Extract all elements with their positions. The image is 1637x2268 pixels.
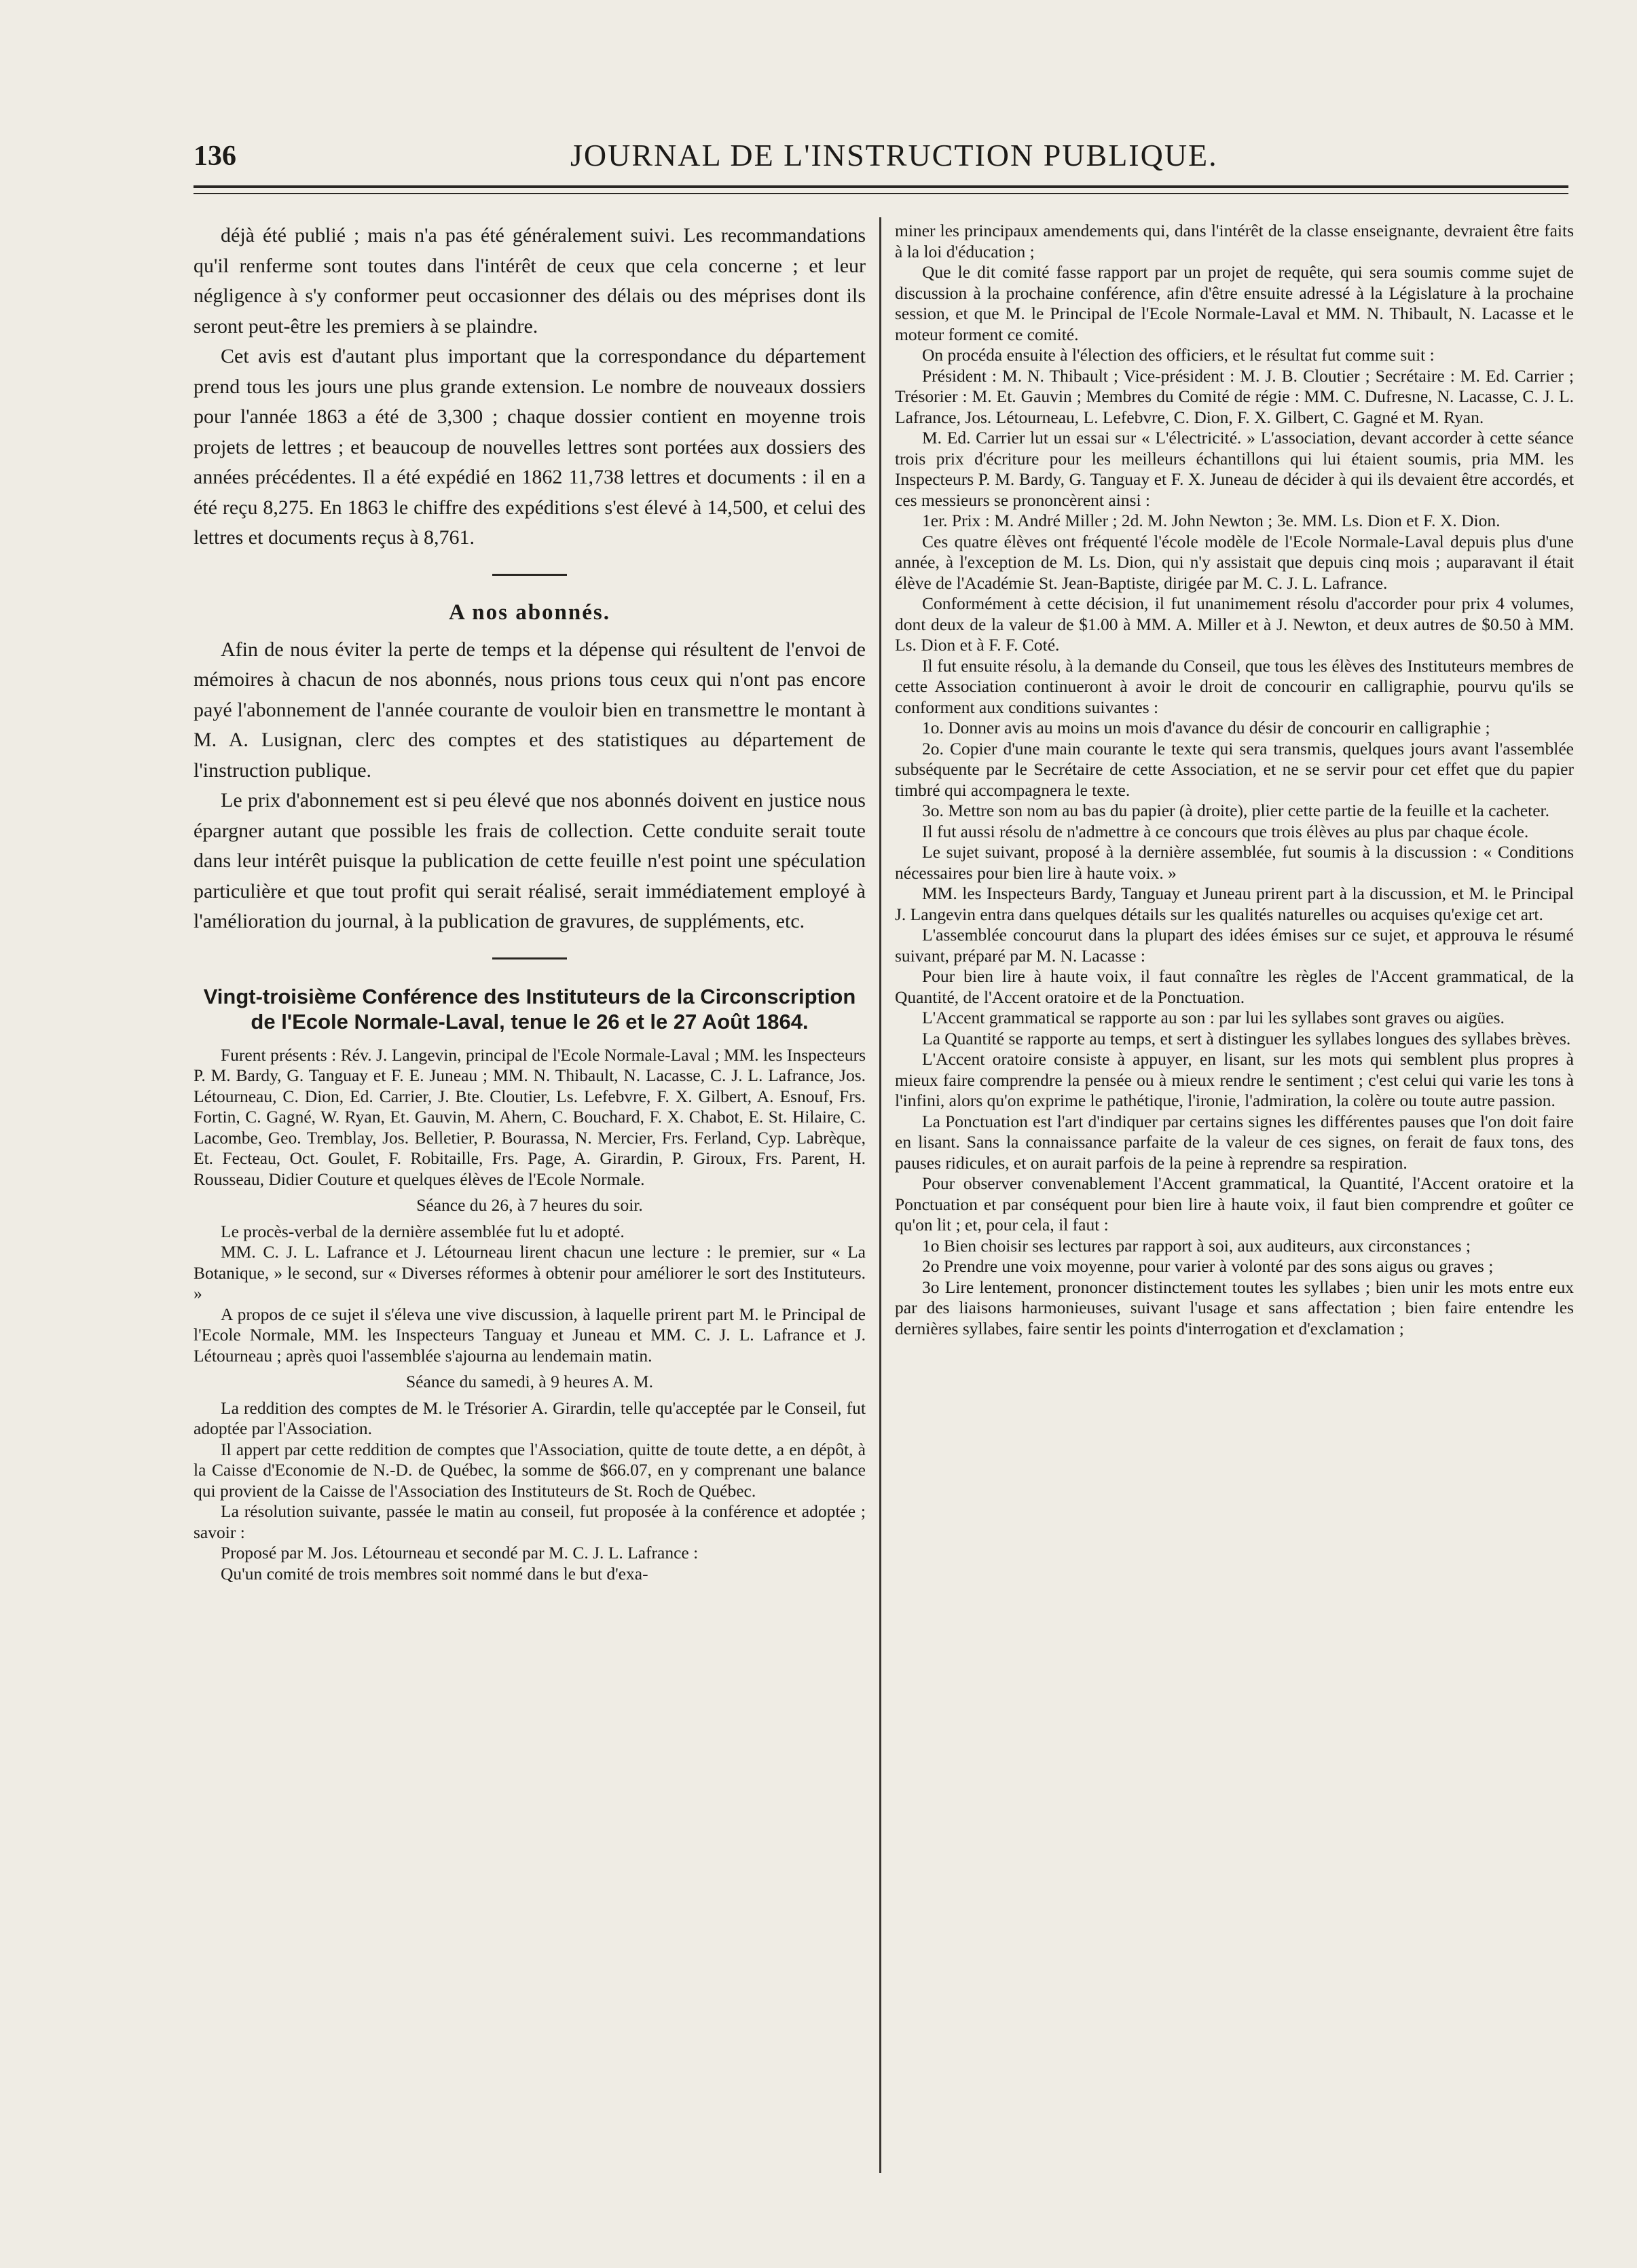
intro-section: [194, 221, 866, 553]
right-paragraph: MM. les Inspecteurs Bardy, Tanguay et Juneau prirent part à la discussion, et M. le Principal J. Langevin entra dans quelques détails sur les qualités naturelles ou acquises qu'exige cet art.: [895, 883, 1574, 924]
right-paragraph: Ces quatre élèves ont fréquenté l'école modèle de l'Ecole Normale-Laval depuis plus d'une année, à l'exception de M. Ls. Dion, qui n'y assistait que depuis cinq mois ; auparavant il était élève de l'Académie St. Jean-Baptiste, dirigée par M. C. J. L. Lafrance.: [895, 531, 1574, 593]
seance-paragraph: La reddition des comptes de M. le Trésorier A. Girardin, telle qu'acceptée par le Conseil, fut adoptée par l'Association.: [194, 1397, 866, 1438]
right-paragraph: On procéda ensuite à l'élection des officiers, et le résultat fut comme suit :: [922, 345, 1435, 365]
seance-paragraph: MM. C. J. L. Lafrance et J. Létourneau lirent chacun une lecture : le premier, sur « La Botanique, » le second, sur « Diverses réformes à obtenir pour améliorer le sort des Instituteurs. »: [194, 1242, 866, 1303]
right-paragraph: 3o. Mettre son nom au bas du papier (à droite), plier cette partie de la feuille et la cacheter.: [922, 801, 1549, 820]
right-paragraph: M. Ed. Carrier lut un essai sur « L'électricité. » L'association, devant accorder à cette séance trois prix d'écriture pour les meilleurs échantillons qui lui étaient soumis, pria MM. les Inspecteurs P. M. Bardy, G. Tanguay et F. X. Juneau de décider à qui ils devaient être accordés, et ces messieurs se prononcèrent ainsi :: [895, 428, 1574, 510]
page-number: 136: [194, 141, 236, 172]
conference-section: [194, 984, 866, 1585]
right-paragraph: 1er. Prix : M. André Miller ; 2d. M. John Newton ; 3e. MM. Ls. Dion et F. X. Dion.: [922, 511, 1501, 530]
right-paragraph: Il fut aussi résolu de n'admettre à ce concours que trois élèves au plus par chaque école.: [922, 821, 1529, 841]
right-paragraph: La Quantité se rapporte au temps, et sert à distinguer les syllabes longues des syllabes brèves.: [922, 1028, 1571, 1048]
seance-paragraph: Il appert par cette reddition de comptes que l'Association, quitte de toute dette, a en dépôt, à la Caisse d'Economie de N.-D. de Québec, la somme de $66.07, en y comprenant une balance qui provient de la Caisse de l'Association des Instituteurs de St. Roch de Québec.: [194, 1439, 866, 1501]
right-paragraph: L'assemblée concourut dans la plupart des idées émises sur ce sujet, et approuva le résumé suivant, préparé par M. N. Lacasse :: [895, 925, 1574, 966]
presents-paragraph: Furent présents : Rév. J. Langevin, principal de l'Ecole Normale-Laval ; MM. les Inspecteurs P. M. Bardy, G. Tanguay et F. E. Juneau ; MM. N. Thibault, N. Lacasse, C. J. L. Lafrance, Jos. Létourneau, C. Dion, Ed. Carrier, J. Bte. Cloutier, Ls. Lefebvre, F. X. Gilbert, A. Esnouf, Frs. Fortin, C. Gagné, W. Ryan, Et. Gauvin, M. Ahern, C. Bouchard, F. X. Chabot, E. St. Hilaire, C. Lacombe, Geo. Tremblay, Jos. Belletier, P. Bourassa, N. Mercier, Frs. Ferland, Cyp. Labrèque, Et. Fecteau, Oct. Goulet, F. Robitaille, Frs. Page, A. Girardin, P. Giroux, Frs. Parent, H. Rousseau, Didier Couture et quelques élèves de l'Ecole Normale.: [194, 1044, 866, 1189]
right-paragraph: Il fut ensuite résolu, à la demande du Conseil, que tous les élèves des Instituteurs membres de cette Association continueront à avoir le droit de concourir en calligraphie, pourvu qu'ils se conforment aux conditions suivantes :: [895, 655, 1574, 717]
section-divider: [492, 574, 567, 576]
right-paragraph: L'Accent grammatical se rapporte au son : par lui les syllabes sont graves ou aigües.: [922, 1008, 1505, 1027]
seance-heading: Séance du 26, à 7 heures du soir.: [416, 1195, 643, 1215]
right-paragraph: Président : M. N. Thibault ; Vice-président : M. J. B. Cloutier ; Secrétaire : M. Ed. Carrier ; Trésorier : M. Et. Gauvin ; Membres du Comité de régie : MM. C. Dufresne, N. Lacasse, C. J. L. Lafrance, Jos. Létourneau, L. Lefebvre, C. Dion, F. X. Gilbert, C. Gagné et M. Ryan.: [895, 365, 1574, 427]
abonnes-section: [194, 600, 866, 937]
intro-paragraph: déjà été publié ; mais n'a pas été généralement suivi. Les recommandations qu'il renferme sont toutes dans l'intérêt de ceux que cela concerne ; et leur négligence à s'y conformer peut occasionner des délais ou des méprises dont ils seront peut-être les premiers à se plaindre.: [194, 224, 866, 337]
right-paragraph: 2o Prendre une voix moyenne, pour varier à volonté par des sons aigus ou graves ;: [922, 1256, 1494, 1276]
right-paragraph: 3o Lire lentement, prononcer distinctement toutes les syllabes ; bien unir les mots entre eux par des liaisons harmonieuses, suivant l'usage et sans affectation ; bien faire entendre les dernières syllabes, faire sentir les points d'interrogation et d'exclamation ;: [895, 1277, 1574, 1338]
abonnes-title: A nos abonnés.: [448, 600, 610, 625]
column-divider: [879, 217, 881, 2173]
right-column: [895, 221, 1574, 2176]
abonnes-paragraph: Le prix d'abonnement est si peu élevé que nos abonnés doivent en justice nous épargner autant que possible les frais de collection. Cette conduite serait toute dans leur intérêt puisque la publication de cette feuille n'est point une spéculation particulière et que tout profit qui serait réalisé, serait immédiatement employé à l'amélioration du journal, à la publication de gravures, de suppléments, etc.: [194, 789, 866, 932]
journal-title: JOURNAL DE L'INSTRUCTION PUBLIQUE.: [570, 138, 1218, 172]
right-paragraph: 1o Bien choisir ses lectures par rapport à soi, aux auditeurs, aux circonstances ;: [922, 1235, 1471, 1256]
intro-paragraph: Cet avis est d'autant plus important que la correspondance du département prend tous les jours une plus grande extension. Le nombre de nouveaux dossiers pour l'année 1863 a été de 3,300 ; chaque dossier contient en moyenne trois projets de lettres ; et beaucoup de nouvelles lettres sont portées aux dossiers des années précédentes. Il a été expédié en 1862 11,738 lettres et documents : il en a été reçu 8,275. En 1863 le chiffre des expéditions s'est élevé à 14,500, et celui des lettres et documents reçus à 8,761.: [194, 345, 866, 549]
right-paragraph: miner les principaux amendements qui, dans l'intérêt de la classe enseignante, devraient être faits à la loi d'éducation ;: [895, 221, 1574, 261]
right-paragraph: L'Accent oratoire consiste à appuyer, en lisant, sur les mots qui semblent plus propres à mieux faire comprendre la pensée ou à mieux rendre le sentiment ; c'est celui qui varie les tons à l'infini, alors qu'on exprime le pathétique, l'ironie, l'admiration, la colère ou toute autre passion.: [895, 1049, 1574, 1110]
seance-heading: Séance du samedi, à 9 heures A. M.: [406, 1372, 653, 1391]
right-paragraph: Pour bien lire à haute voix, il faut connaître les règles de l'Accent grammatical, de la Quantité, de l'Accent oratoire et de la Ponctuation.: [895, 966, 1574, 1007]
seance-paragraph: Le procès-verbal de la dernière assemblée fut lu et adopté.: [221, 1221, 625, 1241]
right-paragraph: 2o. Copier d'une main courante le texte qui sera transmis, quelques jours avant l'assemblée subséquente par le Secrétaire de cette Association, et ne se servir pour cet effet que du papier timbré qui accompagnera le texte.: [895, 738, 1574, 800]
right-paragraph: Pour observer convenablement l'Accent grammatical, la Quantité, l'Accent oratoire et la Ponctuation et par conséquent pour bien lire à haute voix, il faut bien comprendre et goûter ce qu'on lit ; et, pour cela, il faut :: [895, 1173, 1574, 1234]
right-paragraph: 1o. Donner avis au moins un mois d'avance du désir de concourir en calligraphie ;: [922, 718, 1490, 737]
page-header: [0, 136, 1637, 177]
header-rule-thin: [194, 193, 1568, 194]
seance-paragraph: Qu'un comité de trois membres soit nommé dans le but d'exa-: [221, 1563, 648, 1584]
section-divider: [492, 957, 567, 959]
right-paragraph: La Ponctuation est l'art d'indiquer par certains signes les différentes pauses que l'on doit faire en lisant. Sans la connaissance parfaite de la valeur de ces signes, on ferait de faux tons, des pauses ridicules, et on aurait parfois de la peine à reprendre sa respiration.: [895, 1111, 1574, 1173]
seance-paragraph: La résolution suivante, passée le matin au conseil, fut proposée à la conférence et adoptée ; savoir :: [194, 1501, 866, 1542]
seance-paragraph: A propos de ce sujet il s'éleva une vive discussion, à laquelle prirent part M. le Principal de l'Ecole Normale, MM. les Inspecteurs Tanguay et Juneau et MM. C. J. L. Lafrance et J. Létourneau ; après quoi l'assemblée s'ajourna au lendemain matin.: [194, 1304, 866, 1366]
right-paragraph: Le sujet suivant, proposé à la dernière assemblée, fut soumis à la discussion : « Conditions nécessaires pour bien lire à haute voix. »: [895, 842, 1574, 883]
left-column: [194, 221, 866, 2156]
header-rule-thick: [194, 185, 1568, 188]
conference-title: Vingt-troisième Conférence des Instituteurs de la Circonscription de l'Ecole Normale-Laval, tenue le 26 et le 27 Août 1864.: [203, 984, 856, 1034]
right-paragraph: Que le dit comité fasse rapport par un projet de requête, qui sera soumis comme sujet de discussion à la prochaine conférence, afin d'être ensuite adressé à la Législature à la prochaine session, et que M. le Principal de l'Ecole Normale-Laval et MM. N. Thibault, N. Lacasse et le moteur forment ce comité.: [895, 262, 1574, 344]
seance-paragraph: Proposé par M. Jos. Létourneau et secondé par M. C. J. L. Lafrance :: [221, 1543, 699, 1562]
right-paragraph: Conformément à cette décision, il fut unanimement résolu d'accorder pour prix 4 volumes, dont deux de la valeur de $1.00 à MM. A. Miller et à J. Newton, et deux autres de $0.50 à MM. Ls. Dion et à F. F. Coté.: [895, 593, 1574, 655]
abonnes-paragraph: Afin de nous éviter la perte de temps et la dépense qui résultent de l'envoi de mémoires à chacun de nos abonnés, nous prions tous ceux qui n'ont pas encore payé l'abonnement de l'année courante de vouloir bien en transmettre le montant à M. A. Lusignan, clerc des comptes et des statistiques au département de l'instruction publique.: [194, 638, 866, 782]
